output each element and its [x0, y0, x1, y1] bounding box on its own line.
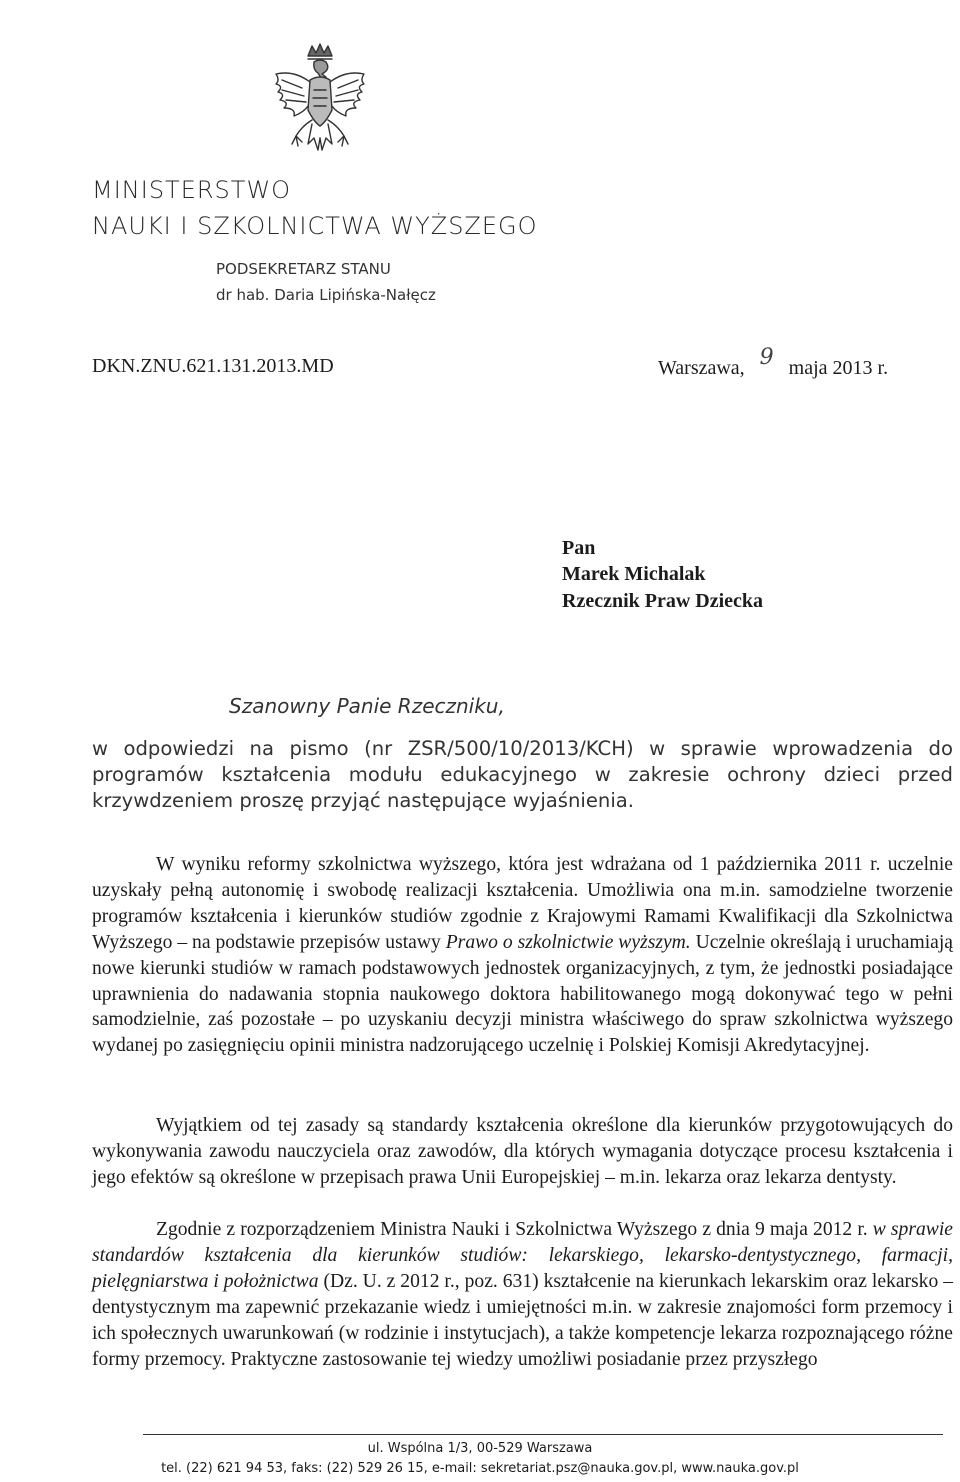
footer-contact: tel. (22) 621 94 53, faks: (22) 529 26 15, e-mail: sekretariat.psz@nauka.gov.pl, www.nauka.gov.pl: [161, 1461, 799, 1476]
regulation-title: w sprawie standardów kształcenia dla kierunków studiów: lekarskiego, lekarsko-dentystycznego, farmacji, pielęgniarstwa i położnictwa: [92, 1219, 953, 1292]
paragraph-exception-text: Wyjątkiem od tej zasady są standardy kształcenia określone dla kierunków przygotowujących do wykonywania zawodu nauczyciela oraz zawodów, dla których wymagania dotyczące procesu kształcenia i jego efektów są określone w przepisach prawa Unii Europejskiej – m.in. lekarza oraz lekarza dentysty.: [92, 1115, 953, 1188]
addressee-line2: Marek Michalak: [562, 563, 706, 585]
footer-address: ul. Wspólna 1/3, 00-529 Warszawa: [367, 1441, 593, 1456]
office-title: PODSEKRETARZ STANU: [216, 260, 391, 278]
intro-paragraph: [92, 736, 953, 814]
reference-number: DKN.ZNU.621.131.2013.MD: [92, 355, 334, 377]
paragraph-reform-text-b: Uczelnie określają i uruchamiają nowe kierunki studiów w ramach podstawowych jednostek organizacyjnych, z tym, że jednostki posiadające uprawnienia do nadawania stopnia naukowego doktora habilitowanego mogą dokonywać tego w pełni samodzielnie, zaś pozostałe – po uzyskaniu decyzji ministra właściwego do spraw szkolnictwa wyższego wydanej po zasięgnięciu opinii ministra nadzorującego uczelnię i Polskiej Komisji Akredytacyjnej.: [92, 931, 953, 1057]
date-city: Warszawa,: [658, 357, 745, 379]
paragraph-reform: [92, 852, 953, 1059]
date-month-year: maja 2013 r.: [788, 357, 889, 379]
footer-divider: [143, 1434, 943, 1435]
eagle-emblem-icon: [268, 40, 372, 168]
date-day-handwritten: 9: [759, 345, 774, 370]
paragraph-reform-text-a: W wyniku reformy szkolnictwa wyższego, która jest wdrażana od 1 października 2011 r. uczelnie uzyskały pełną autonomię i swobodę realizacji kształcenia. Umożliwia ona m.in. samodzielne tworzenie programów kształcenia i kierunków studiów zgodnie z Krajowymi Ramami Kwalifikacji dla Szkolnictwa Wyższego – na podstawie przepisów ustawy: [92, 854, 953, 953]
letter-date: [658, 345, 889, 380]
addressee-line3: Rzecznik Praw Dziecka: [562, 590, 764, 612]
addressee-line1: Pan: [562, 537, 596, 559]
ministry-name-line1: MINISTERSTWO: [92, 176, 292, 204]
ministry-name-line2: NAUKI I SZKOLNICTWA WYŻSZEGO: [92, 212, 538, 240]
act-title: Prawo o szkolnictwie wyższym.: [445, 931, 691, 953]
paragraph-exception: [92, 1113, 953, 1191]
salutation: Szanowny Panie Rzeczniku,: [229, 694, 505, 718]
official-name: dr hab. Daria Lipińska-Nałęcz: [216, 286, 436, 304]
paragraph-regulation-text-a: Zgodnie z rozporządzeniem Ministra Nauki i Szkolnictwa Wyższego z dnia 9 maja 2012 r.: [156, 1219, 873, 1240]
paragraph-regulation-text-b: (Dz. U. z 2012 r., poz. 631) kształcenie na kierunkach lekarskim oraz lekarsko – dentystycznym ma zapewnić przekazanie wiedz i umiejętności m.in. w zakresie znajomości form przemocy i ich społecznych uwarunkowań (w rodzinie i instytucjach), a także kompetencje lekarza rozpoznającego różne formy przemocy. Praktyczne zastosowanie tej wiedzy umożliwi posiadanie przez przyszłego: [92, 1270, 953, 1370]
intro-text: w odpowiedzi na pismo (nr ZSR/500/10/2013/KCH) w sprawie wprowadzenia do programów kształcenia modułu edukacyjnego w zakresie ochrony dzieci przed krzywdzeniem proszę przyjąć następujące wyjaśnienia.: [92, 737, 953, 812]
paragraph-regulation: [92, 1217, 953, 1372]
